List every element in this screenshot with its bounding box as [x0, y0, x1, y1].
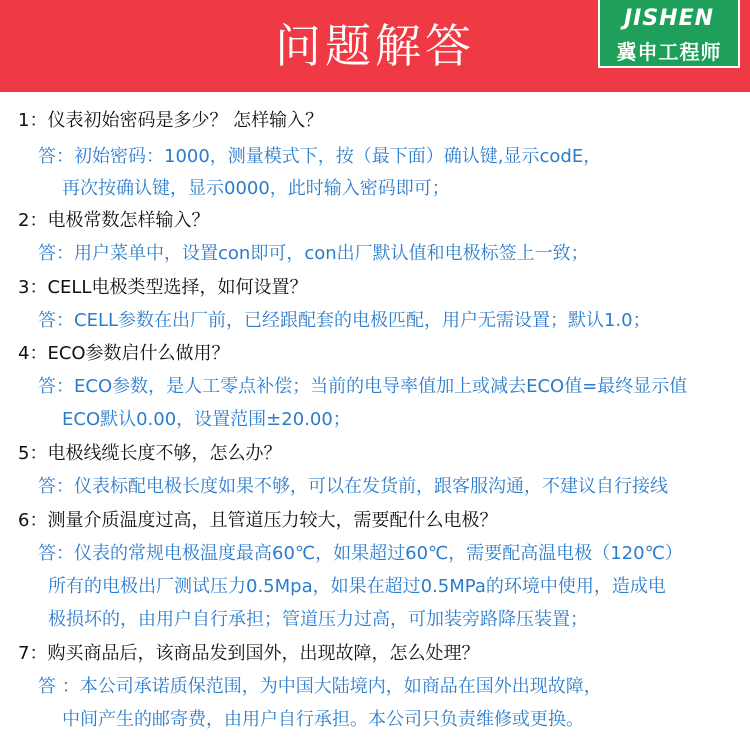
answer-7-line-1: 答 ：本公司承诺质保范围，为中国大陆境内，如商品在国外出现故障，	[38, 676, 602, 697]
answer-4-line-1: 答：ECO参数，是人工零点补偿；当前的电导率值加上或减去ECO值=最终显示值	[38, 376, 688, 397]
answer-2-line-1: 答：用户菜单中，设置con即可，con出厂默认值和电极标签上一致；	[38, 243, 589, 264]
answer-6-line-2: 所有的电极出厂测试压力0.5Mpa，如果在超过0.5MPa的环境中使用，造成电	[48, 576, 666, 597]
answer-6-line-1: 答：仪表的常规电极温度最高60℃，如果超过60℃，需要配高温电极（120℃）	[38, 543, 683, 564]
page-title: 问题解答	[275, 19, 475, 73]
question-5: 5：电极线缆长度不够，怎么办？	[18, 443, 282, 464]
logo-subtitle: 冀申工程师	[616, 40, 722, 64]
answer-3-line-1: 答：CELL参数在出厂前，已经跟配套的电极匹配，用户无需设置；默认1.0；	[38, 310, 651, 331]
question-3: 3：CELL电极类型选择，如何设置？	[18, 277, 308, 298]
answer-7-line-2: 中间产生的邮寄费，由用户自行承担。本公司只负责维修或更换。	[62, 709, 584, 730]
question-6: 6：测量介质温度过高，且管道压力较大，需要配什么电极？	[18, 510, 498, 531]
logo-wordmark: JISHEN	[623, 6, 715, 31]
answer-6-line-3: 极损坏的，由用户自行承担；管道压力过高，可加装旁路降压装置；	[48, 609, 588, 630]
question-7: 7：购买商品后，该商品发到国外，出现故障，怎么处理？	[18, 643, 480, 664]
answer-5-line-1: 答：仪表标配电极长度如果不够，可以在发货前，跟客服沟通，不建议自行接线	[38, 476, 668, 497]
answer-1-line-1: 答：初始密码：1000，测量模式下，按（最下面）确认键,显示codE，	[38, 146, 602, 167]
question-4: 4：ECO参数启什么做用？	[18, 343, 230, 364]
answer-4-line-2: ECO默认0.00，设置范围±20.00；	[62, 409, 351, 430]
answer-1-line-2: 再次按确认键，显示0000，此时输入密码即可；	[62, 178, 450, 199]
brand-logo	[598, 0, 740, 68]
question-2: 2：电极常数怎样输入？	[18, 210, 210, 231]
header-banner	[0, 0, 750, 92]
question-1: 1：仪表初始密码是多少？ 怎样输入？	[18, 110, 324, 131]
